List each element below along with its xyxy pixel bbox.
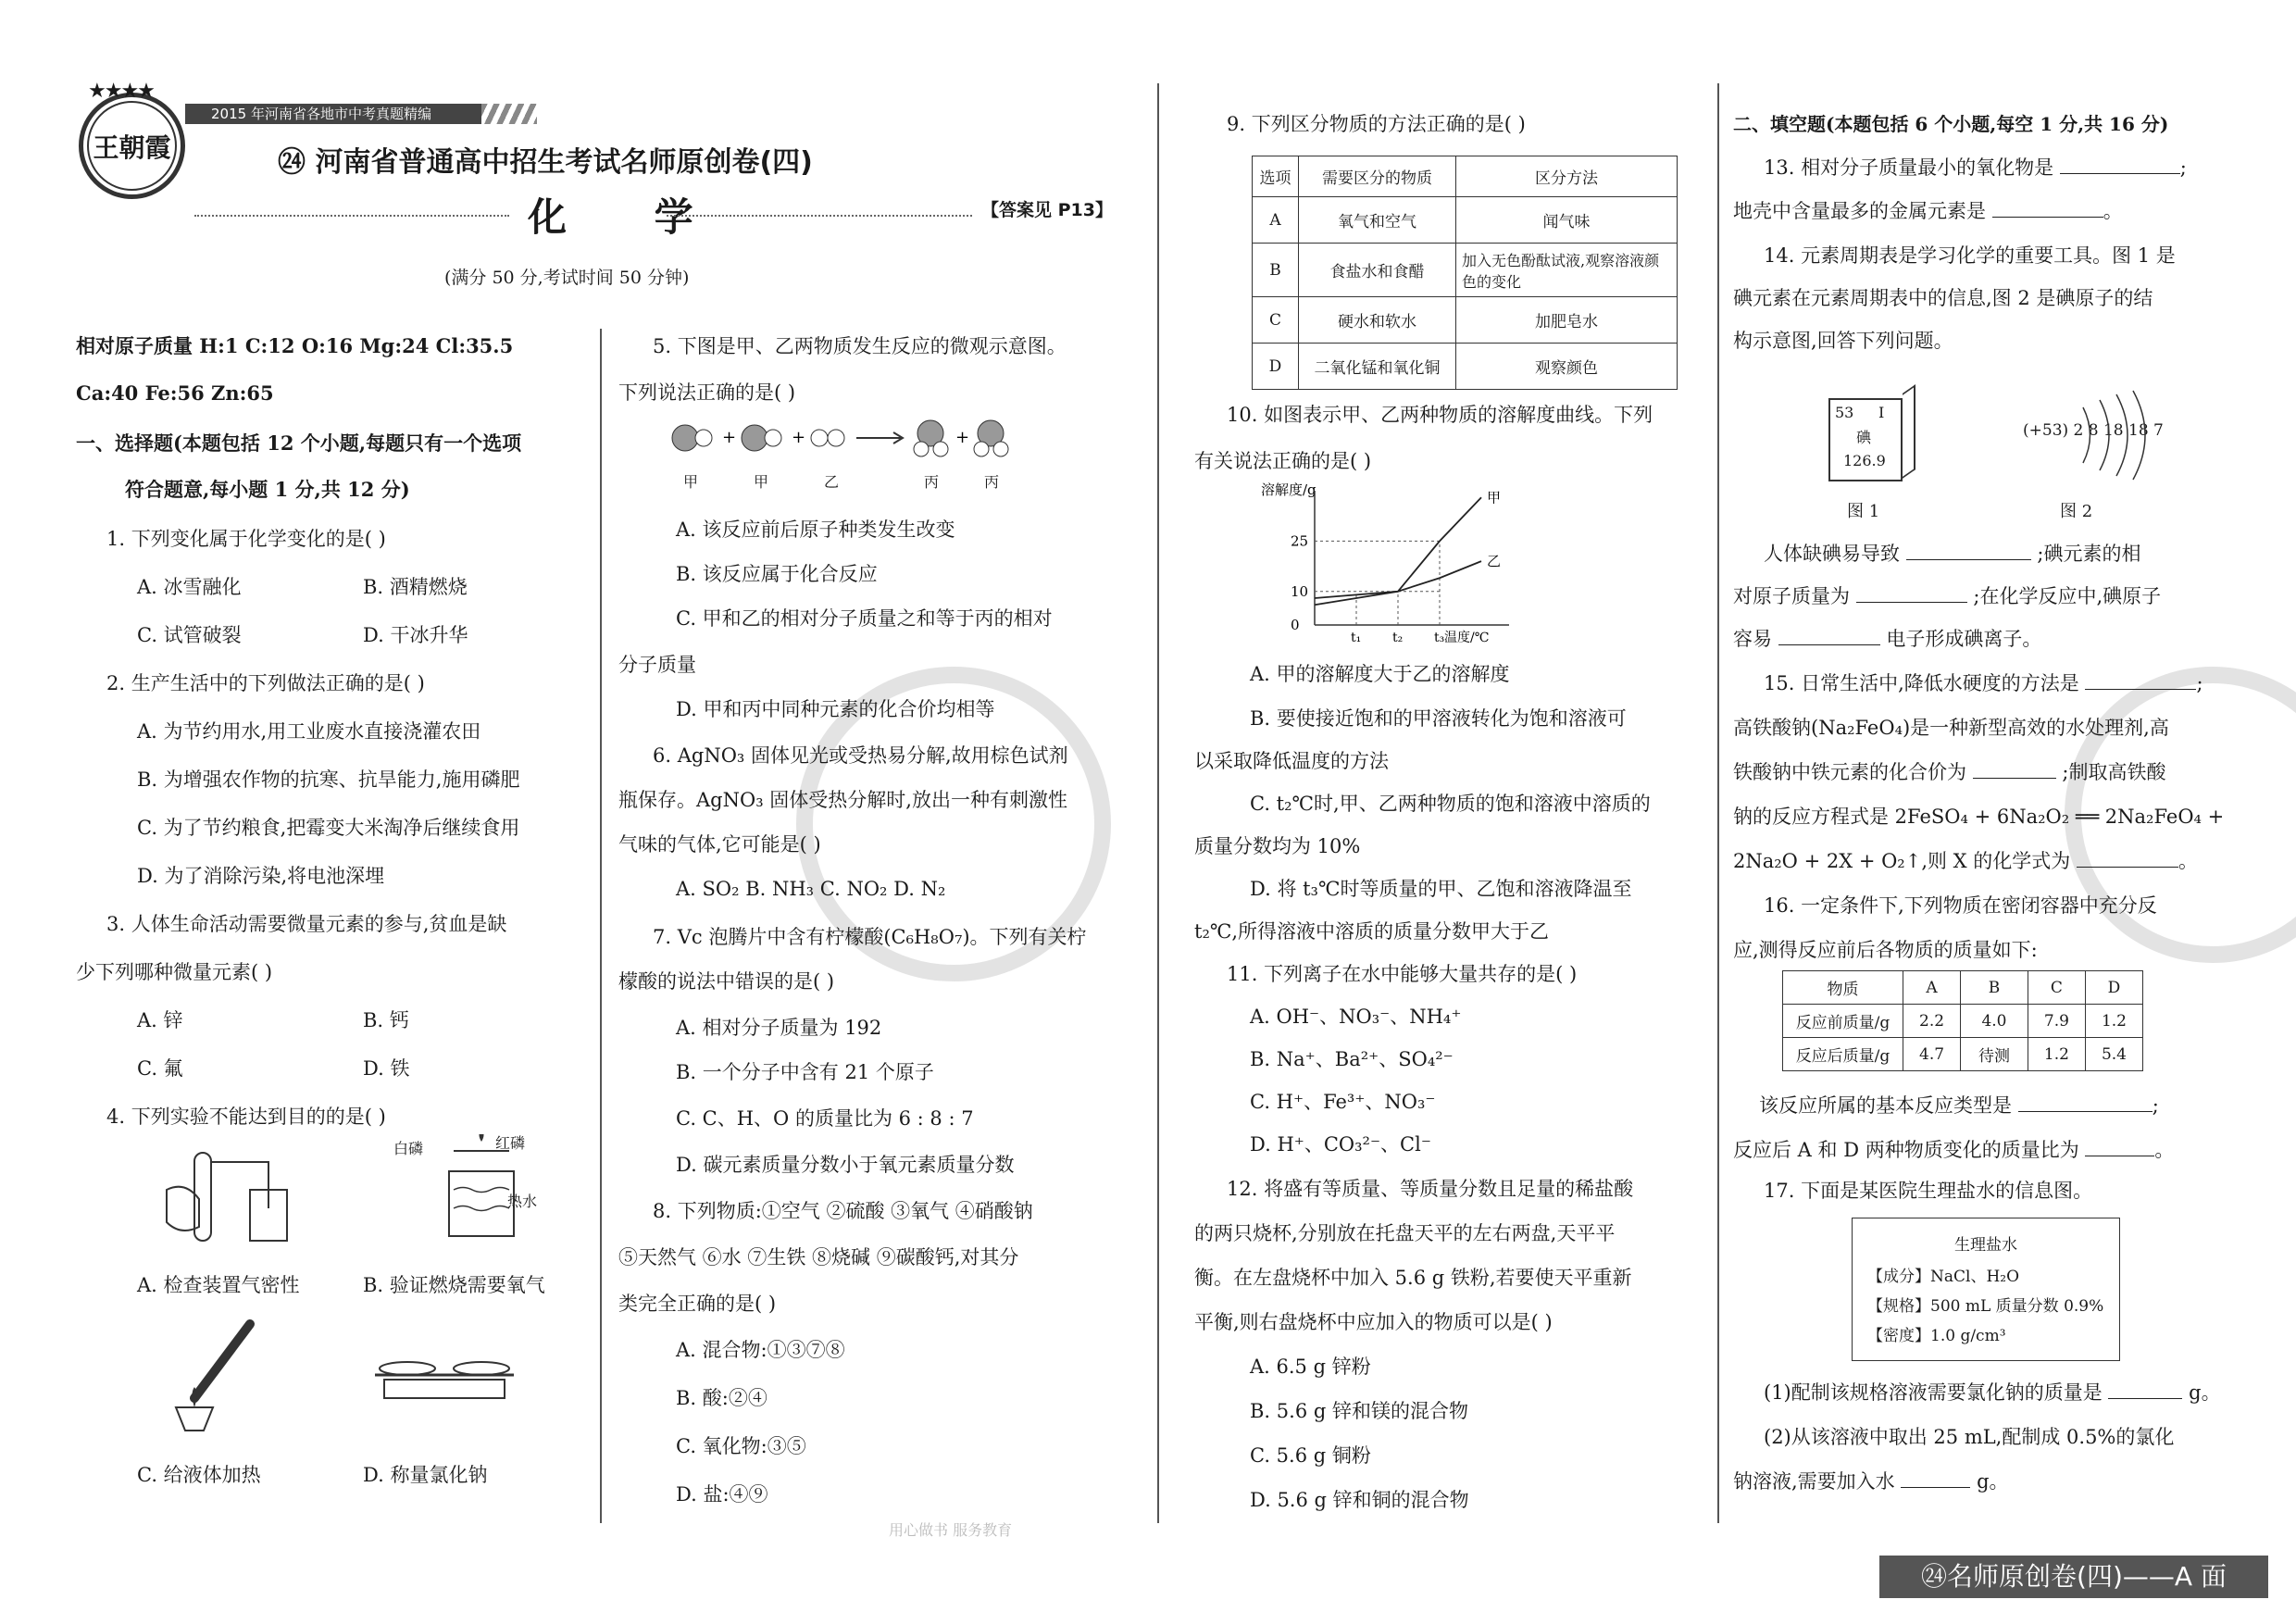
- q7-option-c[interactable]: C. C、H、O 的质量比为 6 : 8 : 7: [676, 1107, 974, 1130]
- q17-text-3b: g。: [1977, 1470, 2009, 1493]
- q16-blank-1[interactable]: [2018, 1093, 2152, 1112]
- q17-text-3: 钠溶液,需要加入水: [1733, 1470, 1895, 1493]
- q10-option-d[interactable]: D. 将 t₃℃时等质量的甲、乙饱和溶液降温至: [1250, 878, 1632, 900]
- subject-title: 化 学: [528, 194, 730, 240]
- q5-label-4: 丙: [924, 473, 940, 491]
- q5-label-2: 甲: [754, 473, 769, 491]
- chart-x-tick: t₁: [1351, 631, 1362, 644]
- saline-info-box: [1852, 1218, 2120, 1361]
- q13-blank-1[interactable]: [2060, 156, 2180, 174]
- q8-option-a[interactable]: A. 混合物:①③⑦⑧: [676, 1339, 845, 1361]
- q16-cell: 2.2: [1903, 1005, 1961, 1038]
- iodine-symbol: I: [1878, 404, 1885, 421]
- q16-text-4: 反应后 A 和 D 两种物质变化的质量比为: [1733, 1139, 2079, 1161]
- q4-label-red-phosphorus: 红磷: [495, 1134, 526, 1152]
- atomic-mass-line-2: Ca:40 Fe:56 Zn:65: [76, 381, 274, 405]
- iodine-element-box: [1828, 398, 1903, 481]
- q5-option-a[interactable]: A. 该反应前后原子种类发生改变: [676, 519, 955, 541]
- q9-cell: D: [1253, 344, 1299, 390]
- question-12-line-4: 平衡,则右盘烧杯中应加入的物质可以是( ): [1194, 1311, 1553, 1333]
- q11-option-b[interactable]: B. Na⁺、Ba²⁺、SO₄²⁻: [1250, 1048, 1454, 1070]
- chart-series-label: 乙: [1487, 553, 1502, 570]
- q9-cell: C: [1253, 297, 1299, 344]
- q16-blank-2[interactable]: [2085, 1138, 2154, 1156]
- q9-th-option: 选项: [1253, 156, 1299, 197]
- question-13-text-2: 地壳中含量最多的金属元素是: [1733, 200, 1986, 222]
- chart-y-tick: 10: [1291, 582, 1309, 600]
- q15-text-3: 铁酸钠中铁元素的化合价为: [1733, 761, 1966, 783]
- question-9: 9. 下列区分物质的方法正确的是( ): [1227, 113, 1526, 135]
- q16-cell: 4.0: [1961, 1005, 2028, 1038]
- question-13-text: 13. 相对分子质量最小的氧化物是: [1764, 156, 2054, 179]
- q16-cell: 1.2: [2085, 1005, 2142, 1038]
- q15-text: 15. 日常生活中,降低水硬度的方法是: [1764, 672, 2079, 694]
- q16-cell: 反应后质量/g: [1783, 1038, 1903, 1071]
- q2-option-b[interactable]: B. 为增强农作物的抗寒、抗旱能力,施用磷肥: [137, 769, 520, 791]
- q10-option-c-line-2: 质量分数均为 10%: [1194, 835, 1361, 857]
- column-divider-2: [1157, 83, 1159, 1523]
- q5-option-c[interactable]: C. 甲和乙的相对分子质量之和等于丙的相对: [676, 607, 1053, 630]
- q5-option-c-line-2: 分子质量: [618, 654, 696, 676]
- q4-figure-c-heating: [157, 1315, 278, 1435]
- q16-cell: 5.4: [2085, 1038, 2142, 1071]
- q5-reaction-diagram: [667, 415, 1055, 470]
- question-1: 1. 下列变化属于化学变化的是( ): [106, 528, 386, 550]
- section2-title: 二、填空题(本题包括 6 个小题,每空 1 分,共 16 分): [1733, 113, 2169, 135]
- q4-figure-d-weighing: [366, 1333, 523, 1417]
- q17-blank-2[interactable]: [1901, 1469, 1970, 1488]
- chart-y-tick: 0: [1291, 617, 1300, 633]
- q4-option-c[interactable]: C. 给液体加热: [137, 1464, 261, 1486]
- q9-cell: A: [1253, 197, 1299, 244]
- q3-option-d[interactable]: D. 铁: [363, 1057, 410, 1080]
- q2-option-c[interactable]: C. 为了节约粮食,把霉变大米淘净后继续食用: [137, 817, 520, 839]
- question-8: 8. 下列物质:①空气 ②硫酸 ③氧气 ④硝酸钠: [653, 1200, 1033, 1222]
- question-14-line-5: [1733, 581, 2161, 609]
- chart-series-label: 甲: [1487, 489, 1502, 506]
- q6-options[interactable]: A. SO₂ B. NH₃ C. NO₂ D. N₂: [676, 878, 946, 900]
- q3-option-c[interactable]: C. 氟: [137, 1057, 183, 1080]
- q9-cell: 闻气味: [1456, 197, 1678, 244]
- chart-xlabel: 温度/℃: [1444, 631, 1490, 644]
- q9-table: [1252, 156, 1678, 390]
- iodine-number: 53: [1835, 404, 1854, 421]
- score-info: (满分 50 分,考试时间 50 分钟): [444, 268, 690, 288]
- q5-option-b[interactable]: B. 该反应属于化合反应: [676, 563, 878, 585]
- title-divider-left: [194, 215, 509, 217]
- q16-text-3: 该反应所属的基本反应类型是: [1759, 1094, 2012, 1117]
- q16-th: 物质: [1783, 971, 1903, 1005]
- q12-option-d[interactable]: D. 5.6 g 锌和铜的混合物: [1250, 1489, 1469, 1511]
- question-14-line-6: [1733, 624, 2041, 652]
- question-15: 15. 日常生活中,降低水硬度的方法是 ;: [1764, 672, 2203, 694]
- iodine-box-3d-edge: [1903, 384, 1915, 479]
- question-7: 7. Vc 泡腾片中含有柠檬酸(C₆H₈O₇)。下列有关柠: [653, 926, 1087, 948]
- question-6-line-2: 瓶保存。AgNO₃ 固体受热分解时,放出一种有刺激性: [618, 789, 1067, 811]
- question-11: 11. 下列离子在水中能够大量共存的是( ): [1227, 963, 1578, 985]
- q8-option-c[interactable]: C. 氧化物:③⑤: [676, 1435, 806, 1457]
- q16-th: A: [1903, 971, 1961, 1005]
- q10-option-c[interactable]: C. t₂℃时,甲、乙两种物质的饱和溶液中溶质的: [1250, 793, 1651, 815]
- q14-blank-3[interactable]: [1778, 627, 1880, 645]
- question-17-part-1: [1764, 1378, 2221, 1406]
- question-10-line-2: 有关说法正确的是( ): [1194, 450, 1372, 472]
- q9-cell: 硬水和软水: [1299, 297, 1456, 344]
- question-15-line-2: 高铁酸钠(Na₂FeO₄)是一种新型高效的水处理剂,高: [1733, 717, 2169, 739]
- q9-cell: 二氧化锰和氧化铜: [1299, 344, 1456, 390]
- header-stripes: [481, 104, 537, 124]
- q11-option-a[interactable]: A. OH⁻、NO₃⁻、NH₄⁺: [1250, 1006, 1462, 1028]
- title-divider-right: [667, 215, 972, 217]
- logo-text: 王朝霞: [93, 131, 171, 163]
- q9-cell: 加肥皂水: [1456, 297, 1678, 344]
- question-2: 2. 生产生活中的下列做法正确的是( ): [106, 672, 425, 694]
- q16-th: B: [1961, 971, 2028, 1005]
- question-15-line-5: 2Na₂O + 2X + O₂↑,则 X 的化学式为 。: [1733, 850, 2198, 872]
- q10-option-b-line-2: 以采取降低温度的方法: [1194, 750, 1389, 772]
- q1-option-c[interactable]: C. 试管破裂: [137, 624, 242, 646]
- q14-blank-1[interactable]: [1906, 542, 2031, 560]
- question-12-line-2: 的两只烧杯,分别放在托盘天平的左右两盘,天平平: [1194, 1222, 1616, 1244]
- section1-title: 一、选择题(本题包括 12 个小题,每题只有一个选项: [76, 431, 522, 455]
- question-17-part-2-line-2: [1733, 1467, 2009, 1494]
- q11-option-d[interactable]: D. H⁺、CO₃²⁻、Cl⁻: [1250, 1133, 1431, 1156]
- q17-text-1: (1)配制该规格溶液需要氯化钠的质量是: [1764, 1381, 2103, 1404]
- q14-text-6: 容易: [1733, 628, 1772, 650]
- q14-text-4b: ;碘元素的相: [2037, 543, 2141, 565]
- question-14-line-3: 构示意图,回答下列问题。: [1733, 330, 1953, 352]
- q4-option-a[interactable]: A. 检查装置气密性: [137, 1274, 300, 1296]
- svg-text:+: +: [955, 428, 970, 447]
- question-16: 16. 一定条件下,下列物质在密闭容器中充分反: [1764, 894, 2157, 917]
- saline-spec: 【规格】500 mL 质量分数 0.9%: [1867, 1297, 2104, 1316]
- q5-label-1: 甲: [683, 473, 699, 491]
- watermark-slogan: 用心做书 服务教育: [889, 1521, 1013, 1539]
- q12-option-c[interactable]: C. 5.6 g 铜粉: [1250, 1444, 1371, 1467]
- question-17-part-2: (2)从该溶液中取出 25 mL,配制成 0.5%的氯化: [1764, 1426, 2175, 1448]
- question-7-line-2: 檬酸的说法中错误的是( ): [618, 970, 835, 993]
- q16-cell: 7.9: [2028, 1005, 2085, 1038]
- atomic-mass-line-1: 相对原子质量 H:1 C:12 O:16 Mg:24 Cl:35.5: [76, 334, 514, 357]
- q14-blank-2[interactable]: [1856, 584, 1967, 603]
- question-14-line-2: 碘元素在元素周期表中的信息,图 2 是碘原子的结: [1733, 287, 2153, 309]
- logo-crown-icon: ★★★★: [88, 80, 154, 103]
- q16-cell: 1.2: [2028, 1038, 2085, 1071]
- column-divider-3: [1717, 83, 1719, 1523]
- section1-title-2: 符合题意,每小题 1 分,共 12 分): [125, 478, 410, 501]
- question-14: 14. 元素周期表是学习化学的重要工具。图 1 是: [1764, 244, 2176, 267]
- q15-blank-3[interactable]: [2077, 849, 2178, 868]
- q8-option-d[interactable]: D. 盐:④⑨: [676, 1483, 768, 1506]
- question-13: 13. 相对分子质量最小的氧化物是 ;: [1764, 156, 2187, 179]
- question-16-line-2: 应,测得反应前后各物质的质量如下:: [1733, 939, 2038, 961]
- q16-cell: 反应前质量/g: [1783, 1005, 1903, 1038]
- question-3-line-2: 少下列哪种微量元素( ): [76, 961, 273, 983]
- q17-blank-1[interactable]: [2108, 1381, 2182, 1399]
- saline-ingredients: 【成分】NaCl、H₂O: [1867, 1268, 2020, 1286]
- question-15-line-3: [1733, 757, 2165, 785]
- chart-y-tick: 25: [1291, 532, 1309, 550]
- chart-x-tick: t₃: [1434, 631, 1445, 644]
- q15-text-5: 2Na₂O + 2X + O₂↑,则 X 的化学式为: [1733, 850, 2071, 872]
- question-13-line-2: 地壳中含量最多的金属元素是 。: [1733, 200, 2123, 222]
- q5-label-5: 丙: [984, 473, 1000, 491]
- q14-text-5: 对原子质量为: [1733, 585, 1850, 607]
- q9-cell: B: [1253, 244, 1299, 297]
- q9-th-method: 区分方法: [1456, 156, 1678, 197]
- q4-option-d[interactable]: D. 称量氯化钠: [363, 1464, 488, 1486]
- question-17: 17. 下面是某医院生理盐水的信息图。: [1764, 1180, 2093, 1202]
- question-8-line-2: ⑤天然气 ⑥水 ⑦生铁 ⑧烧碱 ⑨碳酸钙,对其分: [618, 1246, 1019, 1268]
- q9-cell: 观察颜色: [1456, 344, 1678, 390]
- q9-cell: 氧气和空气: [1299, 197, 1456, 244]
- q3-option-b[interactable]: B. 钙: [363, 1009, 409, 1031]
- q9-cell: 食盐水和食醋: [1299, 244, 1456, 297]
- svg-text:+: +: [722, 428, 737, 447]
- chart-series-line: [1315, 497, 1481, 605]
- chart-ylabel: 溶解度/g: [1261, 481, 1316, 498]
- q3-option-a[interactable]: A. 锌: [137, 1009, 183, 1031]
- question-5-line-2: 下列说法正确的是( ): [618, 381, 796, 404]
- q9-cell: 加入无色酚酞试液,观察溶液颜色的变化: [1456, 244, 1678, 297]
- q14-text-5b: ;在化学反应中,碘原子: [1973, 585, 2162, 607]
- q17-text-1b: g。: [2189, 1381, 2221, 1404]
- saline-density: 【密度】1.0 g/cm³: [1867, 1327, 2006, 1345]
- exam-title: ㉔ 河南省普通高中招生考试名师原创卷(四): [278, 146, 813, 179]
- question-16-line-3: 该反应所属的基本反应类型是 ;: [1759, 1094, 2159, 1117]
- q4-label-white-phosphorus: 白磷: [393, 1140, 424, 1157]
- figure-2-caption: 图 2: [2060, 502, 2093, 521]
- q16-cell: 待测: [1961, 1038, 2028, 1071]
- q14-text-6b: 电子形成碘离子。: [1886, 628, 2042, 650]
- q10-option-b[interactable]: B. 要使接近饱和的甲溶液转化为饱和溶液可: [1250, 707, 1627, 730]
- atom-shells-icon: [2046, 389, 2157, 481]
- column-divider-1: [600, 329, 602, 1523]
- q16-th: C: [2028, 971, 2085, 1005]
- q15-text-3b: ;制取高铁酸: [2062, 761, 2166, 783]
- question-15-line-4: 钠的反应方程式是 2FeSO₄ + 6Na₂O₂ ══ 2Na₂FeO₄ +: [1733, 806, 2225, 828]
- q14-text-4: 人体缺碘易导致: [1764, 543, 1900, 565]
- svg-text:+: +: [792, 428, 806, 447]
- q15-blank-1[interactable]: [2085, 671, 2196, 690]
- q11-option-c[interactable]: C. H⁺、Fe³⁺、NO₃⁻: [1250, 1091, 1436, 1113]
- logo: [79, 93, 185, 199]
- iodine-name: 碘: [1856, 429, 1872, 446]
- q7-option-b[interactable]: B. 一个分子中含有 21 个原子: [676, 1061, 934, 1083]
- q10-option-a[interactable]: A. 甲的溶解度大于乙的溶解度: [1250, 663, 1510, 685]
- q12-option-b[interactable]: B. 5.6 g 锌和镁的混合物: [1250, 1400, 1468, 1422]
- question-6-line-3: 气味的气体,它可能是( ): [618, 833, 821, 856]
- question-16-line-4: 反应后 A 和 D 两种物质变化的质量比为 。: [1733, 1139, 2175, 1161]
- question-8-line-3: 类完全正确的是( ): [618, 1293, 777, 1315]
- q12-option-a[interactable]: A. 6.5 g 锌粉: [1250, 1356, 1371, 1378]
- chart-series-line: [1315, 561, 1481, 598]
- q16-table: [1782, 970, 2143, 1071]
- q1-option-d[interactable]: D. 干冰升华: [363, 624, 468, 646]
- page-footer: ㉔名师原创卷(四)——A 面: [1879, 1556, 2268, 1598]
- chart-x-tick: t₂: [1392, 631, 1404, 644]
- question-10: 10. 如图表示甲、乙两种物质的溶解度曲线。下列: [1227, 404, 1653, 426]
- iodine-mass: 126.9: [1843, 452, 1886, 469]
- q10-option-d-line-2: t₂℃,所得溶液中溶质的质量分数甲大于乙: [1194, 920, 1550, 943]
- saline-title: 生理盐水: [1954, 1236, 2017, 1255]
- q1-option-b[interactable]: B. 酒精燃烧: [363, 576, 468, 598]
- solubility-chart: [1259, 481, 1518, 644]
- figure-1-caption: 图 1: [1847, 502, 1880, 521]
- q4-figure-a-airtightness: [157, 1134, 296, 1255]
- q4-label-hot-water: 热水: [507, 1193, 538, 1210]
- iodine-atom-structure: (+53) 2 8 18 18 7: [2023, 421, 2164, 440]
- q16-th: D: [2085, 971, 2142, 1005]
- question-12-line-3: 衡。在左盘烧杯中加入 5.6 g 铁粉,若要使天平重新: [1194, 1267, 1632, 1289]
- q4-option-b[interactable]: B. 验证燃烧需要氧气: [363, 1274, 545, 1296]
- question-3: 3. 人体生命活动需要微量元素的参与,贫血是缺: [106, 913, 507, 935]
- q5-label-3: 乙: [824, 473, 840, 491]
- q13-blank-2[interactable]: [1992, 199, 2103, 218]
- q8-option-b[interactable]: B. 酸:②④: [676, 1387, 767, 1409]
- q2-option-d[interactable]: D. 为了消除污染,将电池深埋: [137, 865, 385, 887]
- header-band: 2015 年河南省各地市中考真题精编: [185, 104, 491, 124]
- question-6: 6. AgNO₃ 固体见光或受热易分解,故用棕色试剂: [653, 744, 1068, 767]
- q2-option-a[interactable]: A. 为节约用水,用工业废水直接浇灌农田: [137, 720, 481, 743]
- question-12: 12. 将盛有等质量、等质量分数且足量的稀盐酸: [1227, 1178, 1634, 1200]
- q9-th-substance: 需要区分的物质: [1299, 156, 1456, 197]
- question-4: 4. 下列实验不能达到目的的是( ): [106, 1106, 386, 1128]
- q1-option-a[interactable]: A. 冰雪融化: [137, 576, 242, 598]
- question-5: 5. 下图是甲、乙两物质发生反应的微观示意图。: [653, 335, 1067, 357]
- q7-option-d[interactable]: D. 碳元素质量分数小于氧元素质量分数: [676, 1154, 1015, 1176]
- answer-reference: 【答案见 P13】: [981, 200, 1113, 220]
- q7-option-a[interactable]: A. 相对分子质量为 192: [676, 1017, 882, 1039]
- q5-option-d[interactable]: D. 甲和丙中同种元素的化合价均相等: [676, 698, 995, 720]
- q15-blank-2[interactable]: [1973, 760, 2056, 779]
- question-14-line-4: [1764, 539, 2140, 567]
- q16-cell: 4.7: [1903, 1038, 1961, 1071]
